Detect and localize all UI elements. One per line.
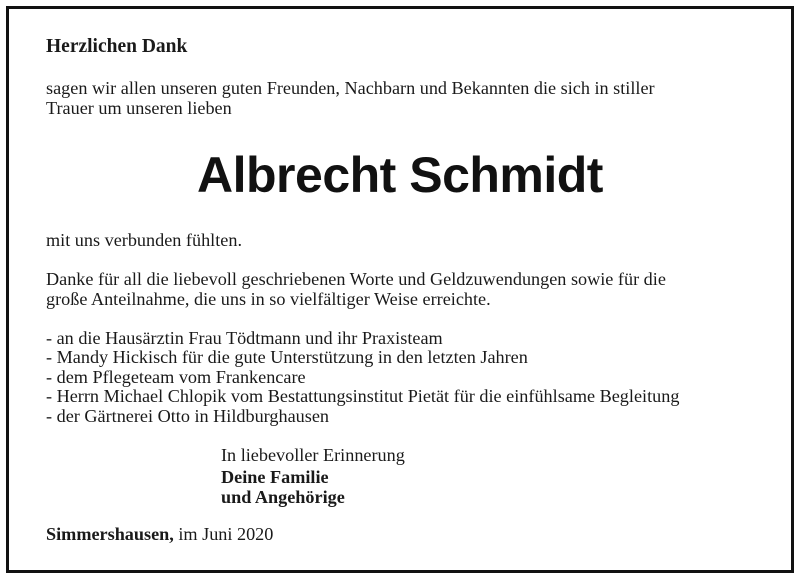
dedication-item: - dem Pflegeteam vom Frankencare: [46, 367, 306, 387]
place: Simmershausen,: [46, 524, 174, 544]
dedication-item: - der Gärtnerei Otto in Hildburghausen: [46, 406, 330, 426]
dedication-item: - Herrn Michael Chlopik vom Bestattungsinstitut Pietät für die einfühlsame Begleitung: [46, 386, 680, 406]
thanks-line-1: Danke für all die liebevoll geschriebenen Worte und Geldzuwendungen sowie für die: [46, 269, 666, 289]
dedication-item: - Mandy Hickisch für die gute Unterstützung in den letzten Jahren: [46, 347, 528, 367]
deceased-name: Albrecht Schmidt: [197, 147, 603, 203]
relatives-signature: und Angehörige: [221, 487, 345, 507]
notice-heading: Herzlichen Dank: [46, 36, 188, 57]
family-signature: Deine Familie: [221, 467, 329, 487]
connected-line: mit uns verbunden fühlten.: [46, 230, 242, 250]
intro-line-1: sagen wir allen unseren guten Freunden, Nachbarn und Bekannten die sich in stiller: [46, 78, 655, 98]
date: im Juni 2020: [178, 524, 274, 544]
place-date-line: [46, 525, 273, 545]
intro-line-2: Trauer um unseren lieben: [46, 98, 232, 118]
thanks-line-2: große Anteilnahme, die uns in so vielfältiger Weise erreichte.: [46, 289, 491, 309]
dedication-item: - an die Hausärztin Frau Tödtmann und ihr Praxisteam: [46, 328, 443, 348]
memory-line: In liebevoller Erinnerung: [221, 445, 405, 465]
obituary-thank-you-notice: [6, 6, 794, 573]
